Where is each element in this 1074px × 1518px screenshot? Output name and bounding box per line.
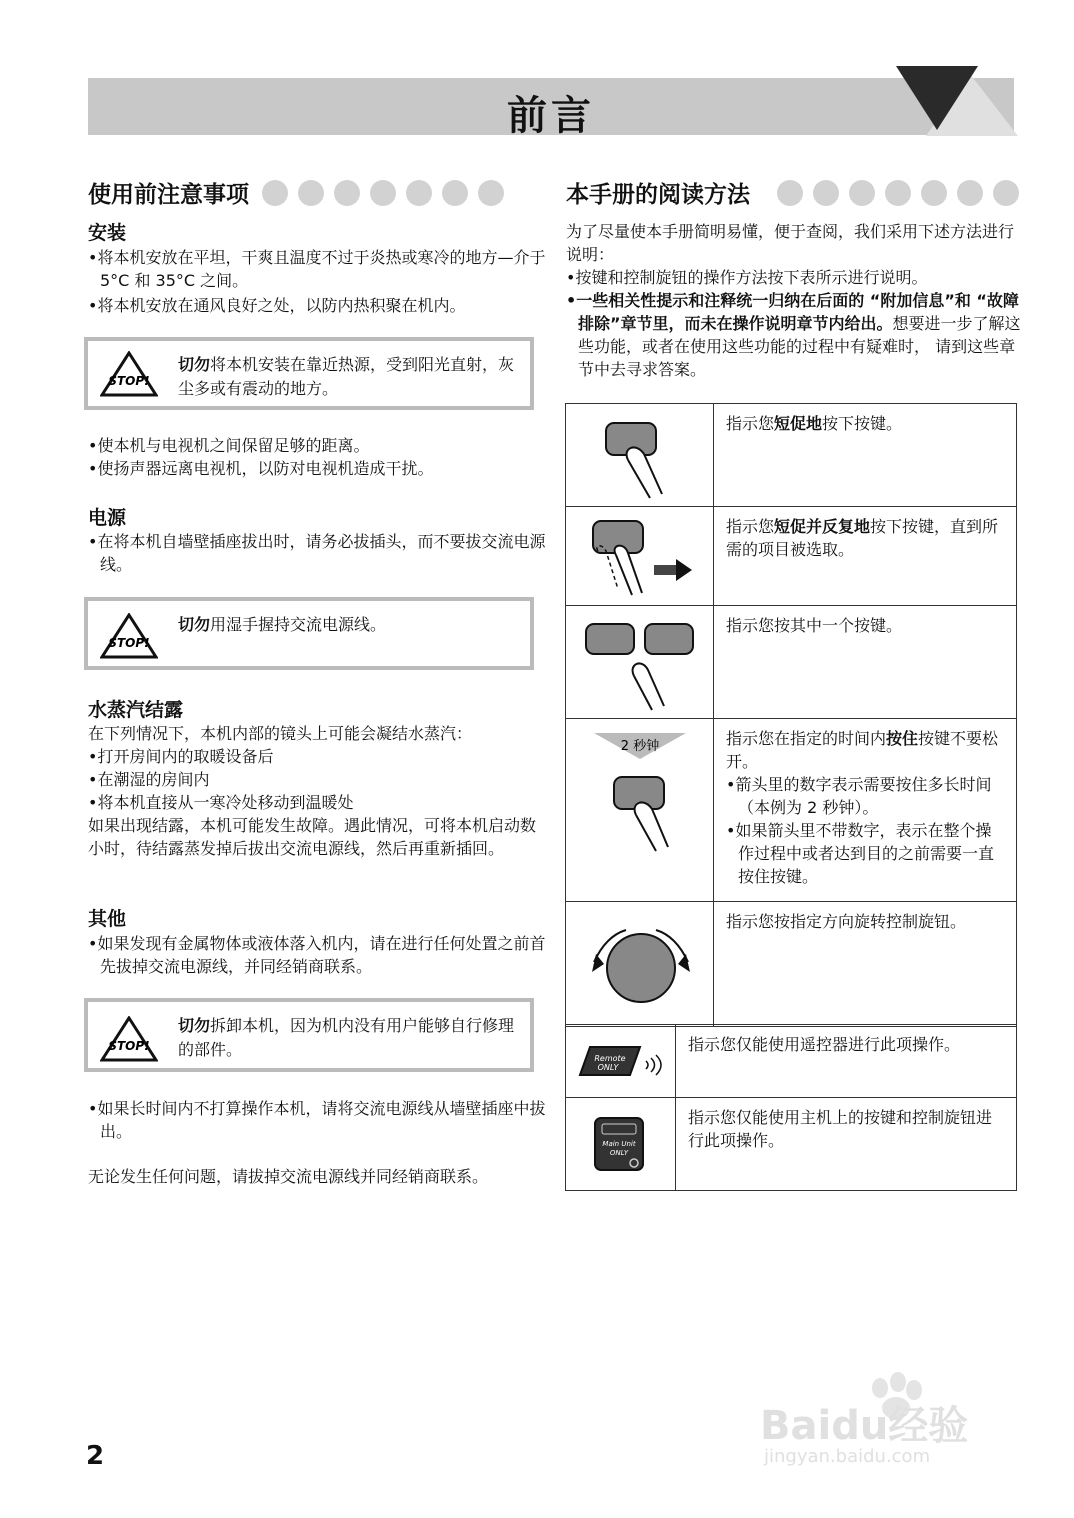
row-description: 指示您按其中一个按键。 — [714, 606, 1017, 719]
condensation-intro: 在下列情况下，本机内部的镜头上可能会凝结水蒸汽： — [88, 724, 473, 743]
table-row — [566, 1025, 1017, 1098]
section-heading-precautions: 使用前注意事项 — [88, 182, 249, 208]
install-bullet-3: •使本机与电视机之间保留足够的距离。 — [88, 436, 370, 455]
warning-text-install: 切勿将本机安装在靠近热源，受到阳光直射，灰尘多或有震动的地方。 — [178, 355, 515, 398]
subheading-condensation: 水蒸汽结露 — [88, 699, 184, 721]
svg-text:STOP!: STOP! — [108, 636, 150, 650]
warning-text-other: 切勿拆卸本机，因为机内没有用户能够自行修理的部件。 — [178, 1016, 515, 1059]
install-bullet-2: •将本机安放在通风良好之处，以防内热积聚在机内。 — [88, 296, 466, 315]
operation-source-table — [565, 1024, 1017, 1191]
svg-text:Remote: Remote — [594, 1054, 626, 1063]
condensation-bullet-3: •将本机直接从一寒冷处移动到温暖处 — [88, 793, 354, 812]
watermark: Baidu经验 jingyan.baidu.com — [760, 1358, 1020, 1478]
row-description: 指示您在指定的时间内按住按键不要松开。 •箭头里的数字表示需要按住多长时间（本例为 2 秒钟）。 •如果箭头里不带数字，表示在整个操作过程中或者达到目的之前需要一直按住按键。 — [714, 719, 1017, 902]
press-button-icon — [566, 404, 713, 500]
heading-dots — [777, 180, 1019, 206]
other-bullet-2: •如果长时间内不打算操作本机，请将交流电源线从墙壁插座中拔出。 — [88, 1099, 546, 1141]
section-heading-how-to-read: 本手册的阅读方法 — [566, 182, 750, 208]
row-description: 指示您短促地按下按键。 — [714, 404, 1017, 507]
subheading-install: 安装 — [88, 222, 127, 244]
warning-box-power — [84, 597, 534, 670]
how-to-read-intro: 为了尽量使本手册简明易懂，便于查阅，我们采用下述方法进行说明： — [566, 222, 1015, 264]
table-row — [566, 902, 1017, 1027]
table-row — [566, 404, 1017, 507]
subheading-power: 电源 — [88, 507, 127, 529]
button-guide-table — [565, 403, 1017, 1027]
how-to-read-bullet-2: •一些相关性提示和注释统一归纳在后面的 “附加信息”和 “故障排除”章节里，而未在操作说明章节内给出。想要进一步了解这些功能，或者在使用这些功能的过程中有疑难时， 请到这些章节中去寻求答案。 — [566, 291, 1021, 379]
table-row — [566, 606, 1017, 719]
install-bullet-4: •使扬声器远离电视机，以防对电视机造成干扰。 — [88, 459, 434, 478]
closing-note: 无论发生任何问题，请拔掉交流电源线并同经销商联系。 — [88, 1167, 489, 1186]
main-unit-only-badge-icon — [566, 1098, 675, 1184]
stop-warning-icon — [100, 1016, 158, 1062]
install-bullet-1: •将本机安放在平坦，干爽且温度不过于炎热或寒冷的地方—介于 5°C 和 35°C 之间。 — [88, 248, 546, 290]
condensation-bullet-1: •打开房间内的取暖设备后 — [88, 747, 274, 766]
warning-box-other — [84, 998, 534, 1072]
page-number: 2 — [86, 1441, 105, 1471]
stop-warning-icon — [100, 613, 158, 659]
row-description: 指示您按指定方向旋转控制旋钮。 — [714, 902, 1017, 1027]
rotate-knob-icon — [566, 902, 713, 1020]
stop-warning-icon — [100, 351, 158, 397]
press-and-hold-icon — [566, 719, 713, 895]
repeat-press-icon — [566, 507, 713, 599]
svg-text:ONLY: ONLY — [597, 1063, 619, 1072]
svg-text:Main Unit: Main Unit — [602, 1140, 636, 1148]
press-one-of-buttons-icon — [566, 606, 713, 712]
banner-triangle-icon — [896, 66, 1018, 138]
table-row — [566, 719, 1017, 902]
svg-text:STOP!: STOP! — [108, 1039, 150, 1053]
title-banner — [88, 78, 1014, 139]
other-bullet-1: •如果发现有金属物体或液体落入机内，请在进行任何处置之前首先拔掉交流电源线，并同经销商联系。 — [88, 934, 546, 976]
svg-text:2 秒钟: 2 秒钟 — [620, 739, 660, 754]
warning-text-power: 切勿用湿手握持交流电源线。 — [178, 615, 387, 634]
row-description: 指示您仅能使用主机上的按键和控制旋钮进行此项操作。 — [676, 1098, 1017, 1191]
svg-text:ONLY: ONLY — [609, 1149, 629, 1157]
power-bullet-1: •在将本机自墙壁插座拔出时，请务必拔插头，而不要拔交流电源线。 — [88, 532, 546, 574]
svg-text:STOP!: STOP! — [108, 374, 150, 388]
heading-dots — [262, 180, 504, 206]
condensation-bullet-2: •在潮湿的房间内 — [88, 770, 210, 789]
how-to-read-bullet-1: •按键和控制旋钮的操作方法按下表所示进行说明。 — [566, 268, 928, 287]
page-title: 前言 — [507, 93, 595, 139]
table-row — [566, 507, 1017, 606]
condensation-outro: 如果出现结露，本机可能发生故障。遇此情况，可将本机启动数小时，待结露蒸发掉后拔出交流电源线，然后再重新插回。 — [88, 816, 537, 858]
row-description: 指示您短促并反复地按下按键，直到所需的项目被选取。 — [714, 507, 1017, 606]
table-row — [566, 1098, 1017, 1191]
row-description: 指示您仅能使用遥控器进行此项操作。 — [676, 1025, 1017, 1098]
subheading-other: 其他 — [88, 908, 127, 930]
warning-box-install — [84, 337, 534, 410]
remote-only-badge-icon — [566, 1025, 675, 1091]
